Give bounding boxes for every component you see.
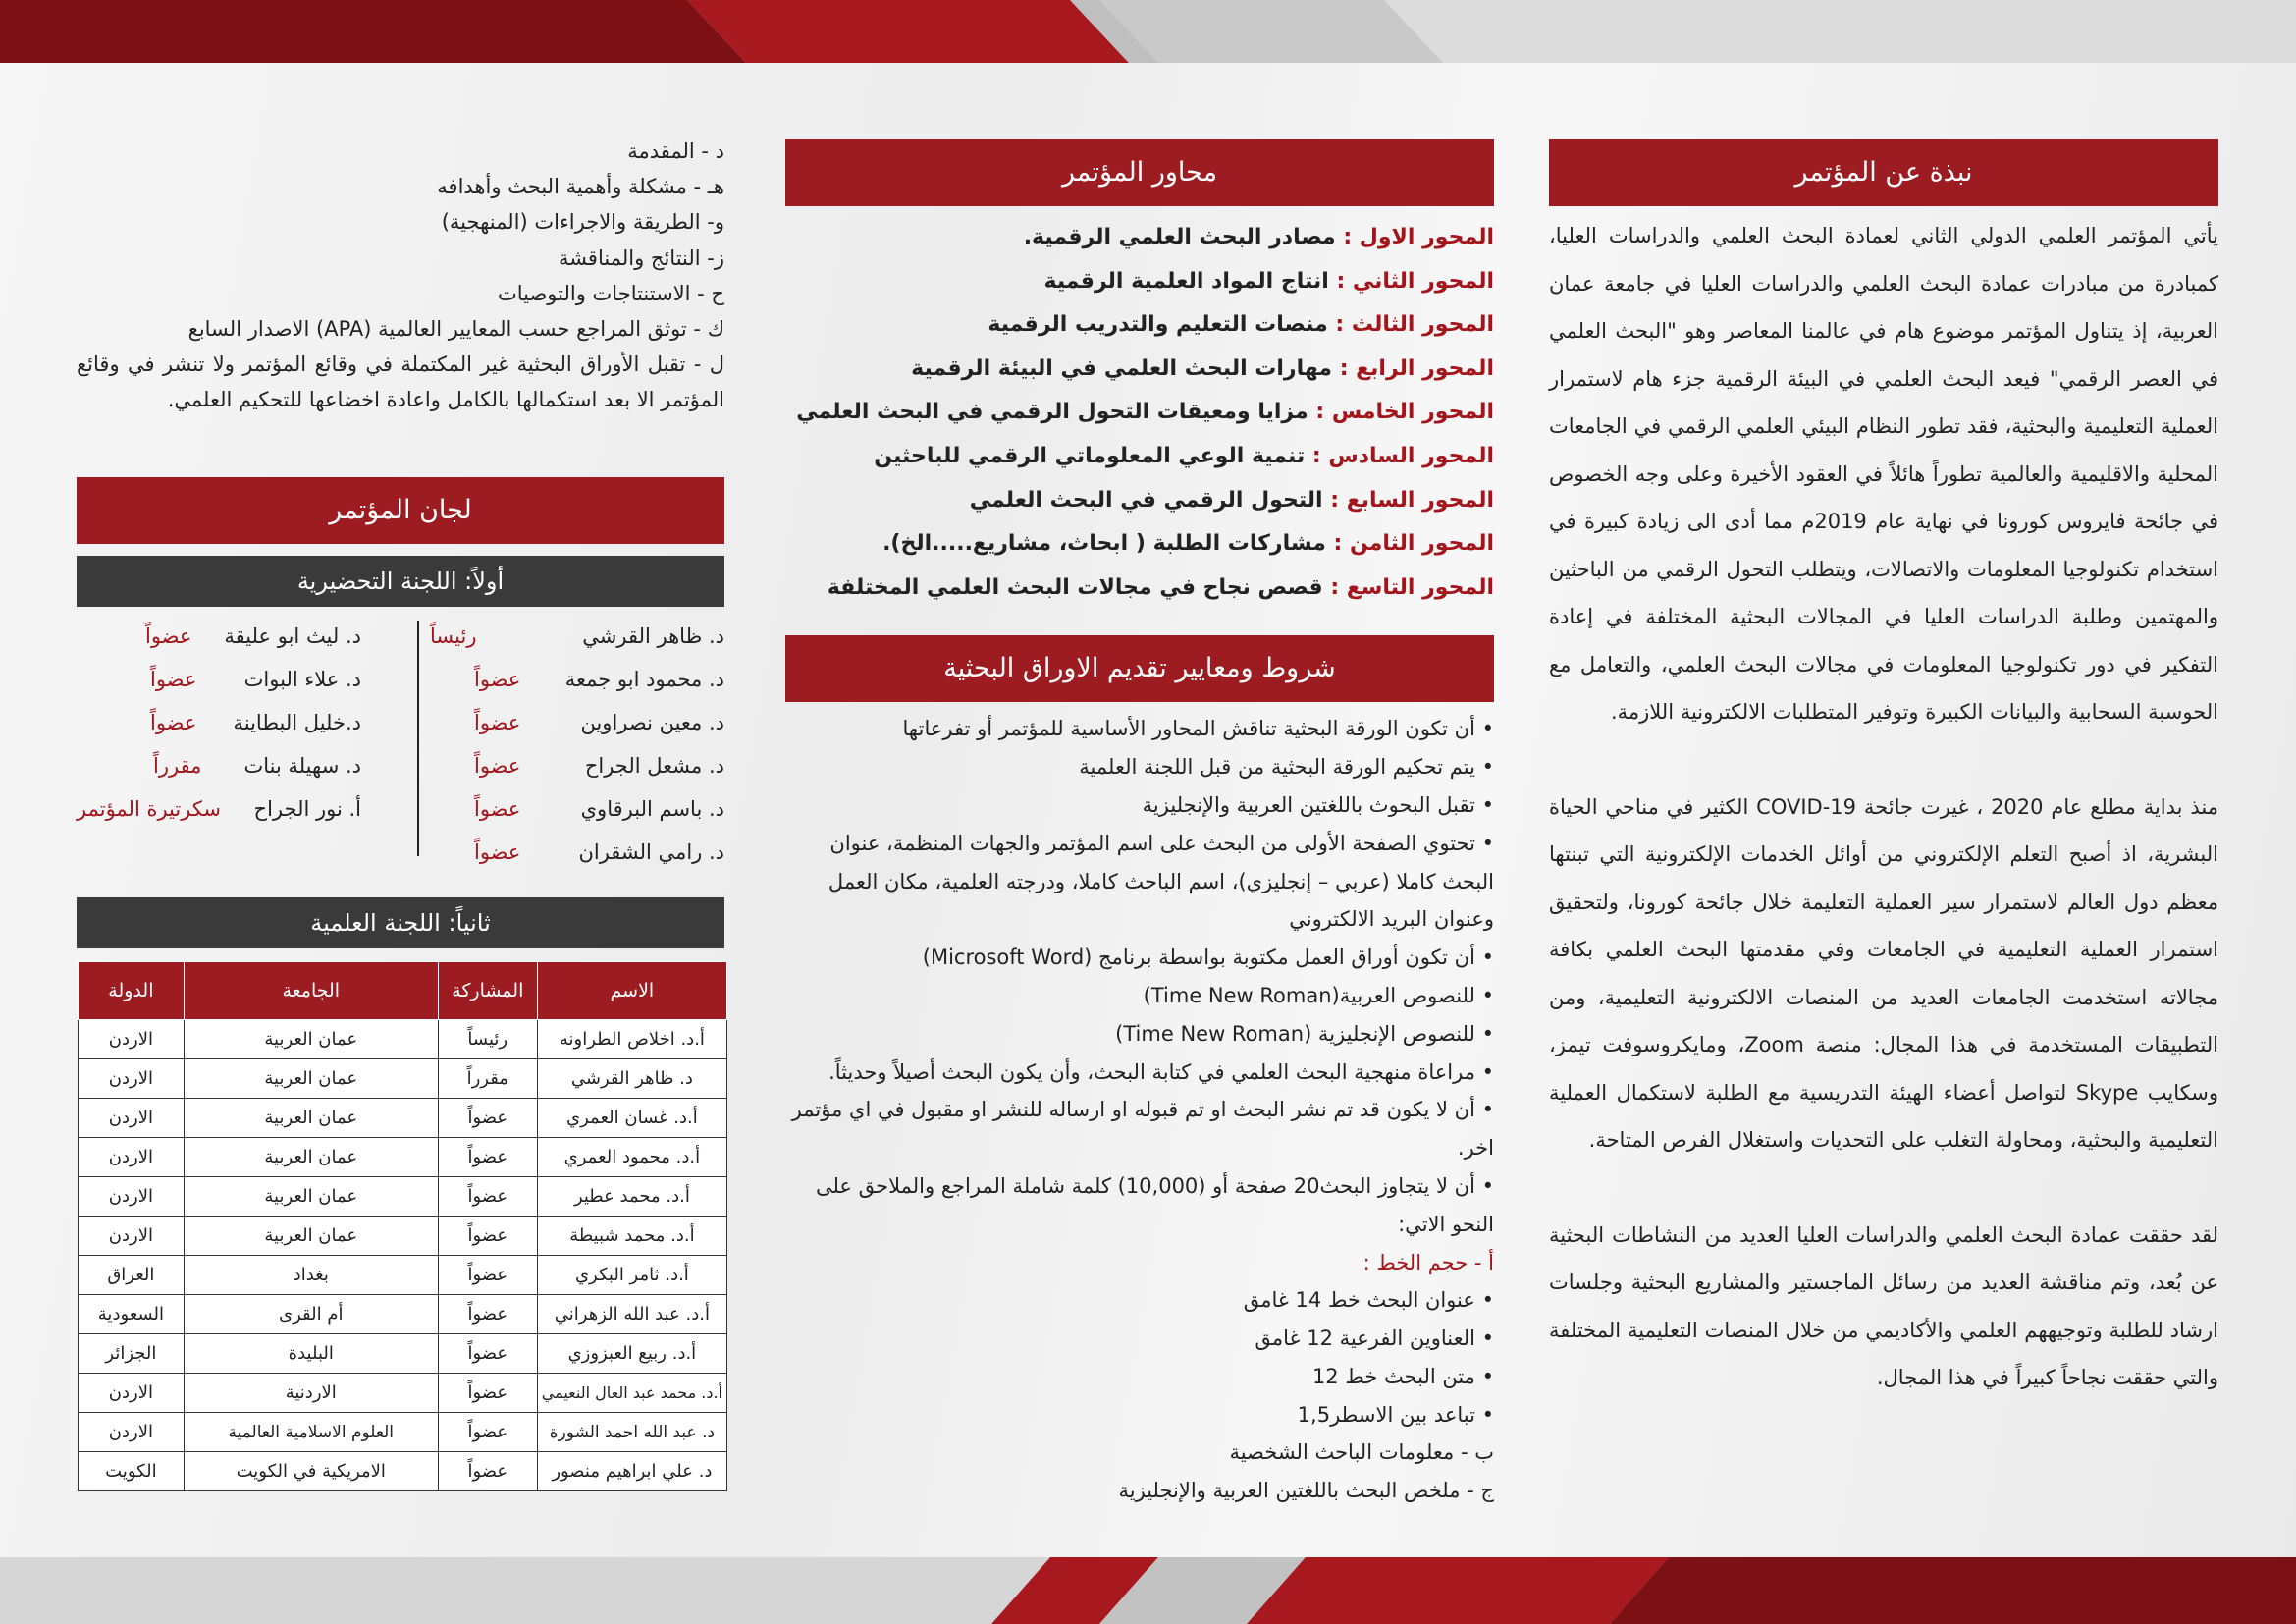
axis-item: المحور الرابع : مهارات البحث العلمي في البيئة الرقمية xyxy=(911,355,1494,381)
condition-line: • للنصوص الإنجليزية (Time New Roman) xyxy=(1115,1021,1494,1046)
table-row: أ.د. محمد عبد العال النعيمي عضواً الاردنية الاردن xyxy=(79,1374,727,1413)
prep-member-role: عضواً xyxy=(150,668,197,691)
table-row: أ.د. محمود العمري عضواً عمان العربية الاردن xyxy=(79,1138,727,1177)
table-header-row xyxy=(79,962,727,1020)
prep-member-role: عضواً xyxy=(150,711,197,734)
condition-line: • تباعد بين الاسطر1,5 xyxy=(1297,1402,1494,1427)
axes-title: محاور المؤتمر xyxy=(785,139,1494,206)
condition-line: • عنوان البحث خط 14 غامق xyxy=(1243,1288,1494,1313)
prep-member-role: عضواً xyxy=(474,754,521,778)
condition-line: • أن تكون أوراق العمل مكتوبة بواسطة برنامج (Microsoft Word) xyxy=(922,946,1494,970)
prep-member-role: عضواً xyxy=(474,668,521,691)
condition-line: • أن لا يتجاوز البحث20 صفحة أو (10,000) كلمة شاملة المراجع والملاحق على النحو الاتي: xyxy=(815,1173,1494,1236)
prep-committee-title: أولاً: اللجنة التحضيرية xyxy=(77,556,724,607)
section-item: ح - الاستنتاجات والتوصيات xyxy=(497,281,724,305)
prep-member: د. ظاهر القرشي xyxy=(582,624,724,648)
prep-member: د. سهيلة بنات xyxy=(243,754,361,778)
col-header-country: الدولة xyxy=(79,962,185,1020)
table-row: أ.د. محمد شبيطة عضواً عمان العربية الاردن xyxy=(79,1217,727,1256)
committees-title: لجان المؤتمر xyxy=(77,477,724,544)
prep-member-role: عضواً xyxy=(474,840,521,864)
prep-member-role: عضواً xyxy=(474,797,521,821)
table-row: أ.د. ربيع العبزوزي عضواً البليدة الجزائر xyxy=(79,1334,727,1374)
bottom-decorative-bar xyxy=(0,1557,2296,1624)
section-item: ز- النتائج والمناقشة xyxy=(558,245,724,270)
section-item: د - المقدمة xyxy=(627,139,724,163)
prep-member-role: مقرراً xyxy=(153,754,202,778)
prep-member: د. محمود ابو جمعة xyxy=(564,668,724,691)
condition-line: • أن لا يكون قد تم نشر البحث او تم قبوله او ارساله للنشر او مقبول في اي مؤتمر اخر. xyxy=(791,1098,1494,1161)
prep-committee xyxy=(77,615,724,868)
prep-member-role: سكرتيرة المؤتمر xyxy=(77,797,222,821)
prep-member-role: عضواً xyxy=(145,624,192,648)
condition-line: • يتم تحكيم الورقة البحثية من قبل اللجنة العلمية xyxy=(1079,755,1494,780)
table-row: أ.د. عبد الله الزهراني عضواً أم القرى السعودية xyxy=(79,1295,727,1334)
condition-line: • للنصوص العربية(Time New Roman) xyxy=(1143,983,1494,1007)
axis-item: المحور الثالث : منصات التعليم والتدريب الرقمية xyxy=(988,312,1494,338)
section-item: و- الطريقة والاجراءات (المنهجية) xyxy=(441,210,724,235)
about-column xyxy=(1549,139,2218,1402)
condition-line: • تقبل البحوث باللغتين العربية والإنجليزية xyxy=(1142,792,1494,817)
section-item: ل - تقبل الأوراق البحثية غير المكتملة في وقائع المؤتمر ولا تنشر في وقائع المؤتمر الا بعد استكمالها بالكامل واعادة اخضاعها للتحكيم العلمي. xyxy=(77,352,724,412)
condition-line: ب - معلومات الباحث الشخصية xyxy=(1229,1440,1494,1465)
about-paragraph-1: يأتي المؤتمر العلمي الدولي الثاني لعمادة البحث العلمي والدراسات العليا، كمبادرة من مبادرات عمادة البحث العلمي والدراسات العليا في جامعة عمان العربية، إذ يتناول المؤتمر موضوع هام في عالمنا المعاصر وهو "البحث العلمي في العصر الرقمي" فيعد البحث العلمي في البيئة الرقمية جزء هام لاستمرار العملية التعليمية والبحثية، فقد تطور النظام البيئي العلمي الرقمي في الجامعات المحلية والاقليمية والعالمية تطوراً هائلاً في العقود الأخيرة وعلى وجه الخصوص في جائحة فايروس كورونا في نهاية عام 2019م مما أدى الى زيادة كبيرة في استخدام تكنولوجيا المعلومات والاتصالات، ويتطلب التحول الرقمي من الباحثين والمهتمين وطلبة الدراسات العليا في المجالات البحثية المختلفة في إعادة التفكير في دور تكنولوجيا المعلومات في مجالات البحث العلمي، والتعامل مع الحوسبة السحابية والبيانات الكبيرة وتوفير المتطلبات الالكترونية اللازمة. xyxy=(1549,224,2218,724)
about-paragraph-3: لقد حققت عمادة البحث العلمي والدراسات العليا العديد من النشاطات البحثية عن بُعد، وتم مناقشة العديد من رسائل الماجستير والمشاريع البحثية وجلسات ارشاد للطلبة وتوجيههم العلمي والأكاديمي من خلال المنصات التعليمية المختلفة والتي حققت نجاحاً كبيراً في هذا المجال. xyxy=(1549,1222,2218,1389)
condition-line: • أن تكون الورقة البحثية تناقش المحاور الأساسية للمؤتمر أو تفرعاتها xyxy=(902,717,1494,741)
conditions-title: شروط ومعايير تقديم الاوراق البحثية xyxy=(785,635,1494,702)
table-row: أ.د. غسان العمري عضواً عمان العربية الاردن xyxy=(79,1099,727,1138)
committees-column xyxy=(77,134,724,937)
axis-item: المحور الخامس : مزايا ومعيقات التحول الرقمي في البحث العلمي xyxy=(796,400,1494,425)
table-row: د. ظاهر القرشي مقرراً عمان العربية الاردن xyxy=(79,1059,727,1099)
condition-line: • مراعاة منهجية البحث العلمي في كتابة البحث، وأن يكون البحث أصيلاً وحديثاً. xyxy=(828,1059,1494,1084)
axis-item: المحور التاسع : قصص نجاح في مجالات البحث العلمي المختلفة xyxy=(827,574,1494,600)
col-header-university: الجامعة xyxy=(184,962,438,1020)
axis-item: المحور الثامن : مشاركات الطلبة ( ابحاث، مشاريع.....الخ). xyxy=(882,531,1494,557)
prep-member: د. رامي الشقران xyxy=(578,840,724,864)
axis-item: المحور الاول : مصادر البحث العلمي الرقمية. xyxy=(1023,225,1494,249)
axis-item: المحور السادس : تنمية الوعي المعلوماتي الرقمي للباحثين xyxy=(874,443,1494,468)
prep-member: د. علاء البوات xyxy=(243,668,361,691)
prep-member: د. باسم البرقاوي xyxy=(580,797,724,821)
condition-line: • العناوين الفرعية 12 غامق xyxy=(1255,1326,1494,1351)
prep-member: أ. نور الجراح xyxy=(253,797,361,821)
table-row: د. عبد الله احمد الشورة عضواً العلوم الاسلامية العالمية الاردن xyxy=(79,1413,727,1452)
prep-member: د. مشعل الجراح xyxy=(584,754,724,778)
sci-committee-table xyxy=(78,961,727,1491)
conditions-list xyxy=(785,710,1494,1510)
top-decorative-bar xyxy=(0,0,2296,63)
section-item: هـ - مشكلة وأهمية البحث وأهدافه xyxy=(437,175,724,199)
condition-line: • تحتوي الصفحة الأولى من البحث على اسم المؤتمر والجهات المنظمة، عنوان البحث كاملا (عربي – إنجليزي)، اسم الباحث كاملا، ودرجته العلمية، مكان العمل وعنوان البريد الالكتروني xyxy=(828,831,1494,932)
col-header-name: الاسم xyxy=(537,962,726,1020)
table-row: أ.د. اخلاص الطراونه رئيساً عمان العربية الاردن xyxy=(79,1020,727,1059)
table-row: أ.د. ثامر البكري عضواً بغداد العراق xyxy=(79,1256,727,1295)
about-title: نبذة عن المؤتمر xyxy=(1549,139,2218,206)
col-header-role: المشاركة xyxy=(438,962,537,1020)
paper-sections xyxy=(77,134,724,418)
prep-member-role: رئيساً xyxy=(430,624,477,648)
section-item: ك - توثق المراجع حسب المعايير العالمية (APA) الاصدار السابع xyxy=(187,317,724,342)
prep-member: د. ليث ابو عليقة xyxy=(224,624,361,648)
condition-line: أ - حجم الخط : xyxy=(1362,1250,1494,1274)
sci-committee-title: ثانياً: اللجنة العلمية xyxy=(77,897,724,948)
table-row: د. علي ابراهيم منصور عضواً الامريكية في الكويت الكويت xyxy=(79,1452,727,1491)
condition-line: ج - ملخص البحث باللغتين العربية والإنجليزية xyxy=(1118,1479,1494,1503)
prep-member-role: عضواً xyxy=(474,711,521,734)
about-paragraph-2: منذ بداية مطلع عام 2020 ، غيرت جائحة COVID-19 الكثير في مناحي الحياة البشرية، اذ أصبح التعلم الإلكتروني من أوائل الخدمات الإلكترونية التي تبنتها معظم دول العالم لاستمرار سير العملية التعليمة خلال جائحة كورونا، ولتحقيق استمرار العملية التعليمية في الجامعات وفي مقدمتها البحث العلمي بكافة مجالاته استخدمت الجامعات العديد من المنصات الالكترونية التعليمية، ومن التطبيقات المستخدمة في هذا المجال: منصة Zoom، ومايكروسوفت تيمز، وسكايب Skype لتواصل أعضاء الهيئة التدريسية مع الطلبة لاستكمال العملية التعليمية والبحثية، ومحاولة التغلب على التحديات واستغلال الفرص المتاحة. xyxy=(1549,794,2218,1152)
condition-line: • متن البحث خط 12 xyxy=(1311,1364,1494,1388)
table-row: أ.د. محمد عطير عضواً عمان العربية الاردن xyxy=(79,1177,727,1217)
prep-member: د. معين نصراوين xyxy=(580,711,724,734)
axis-item: المحور الثاني : انتاج المواد العلمية الرقمية xyxy=(1043,268,1494,294)
axes-column xyxy=(785,139,1494,1510)
axis-item: المحور السابع : التحول الرقمي في البحث العلمي xyxy=(969,487,1494,513)
prep-member: د.خليل البطاينة xyxy=(233,711,361,734)
committee-divider xyxy=(417,621,419,856)
axes-list xyxy=(785,216,1494,610)
